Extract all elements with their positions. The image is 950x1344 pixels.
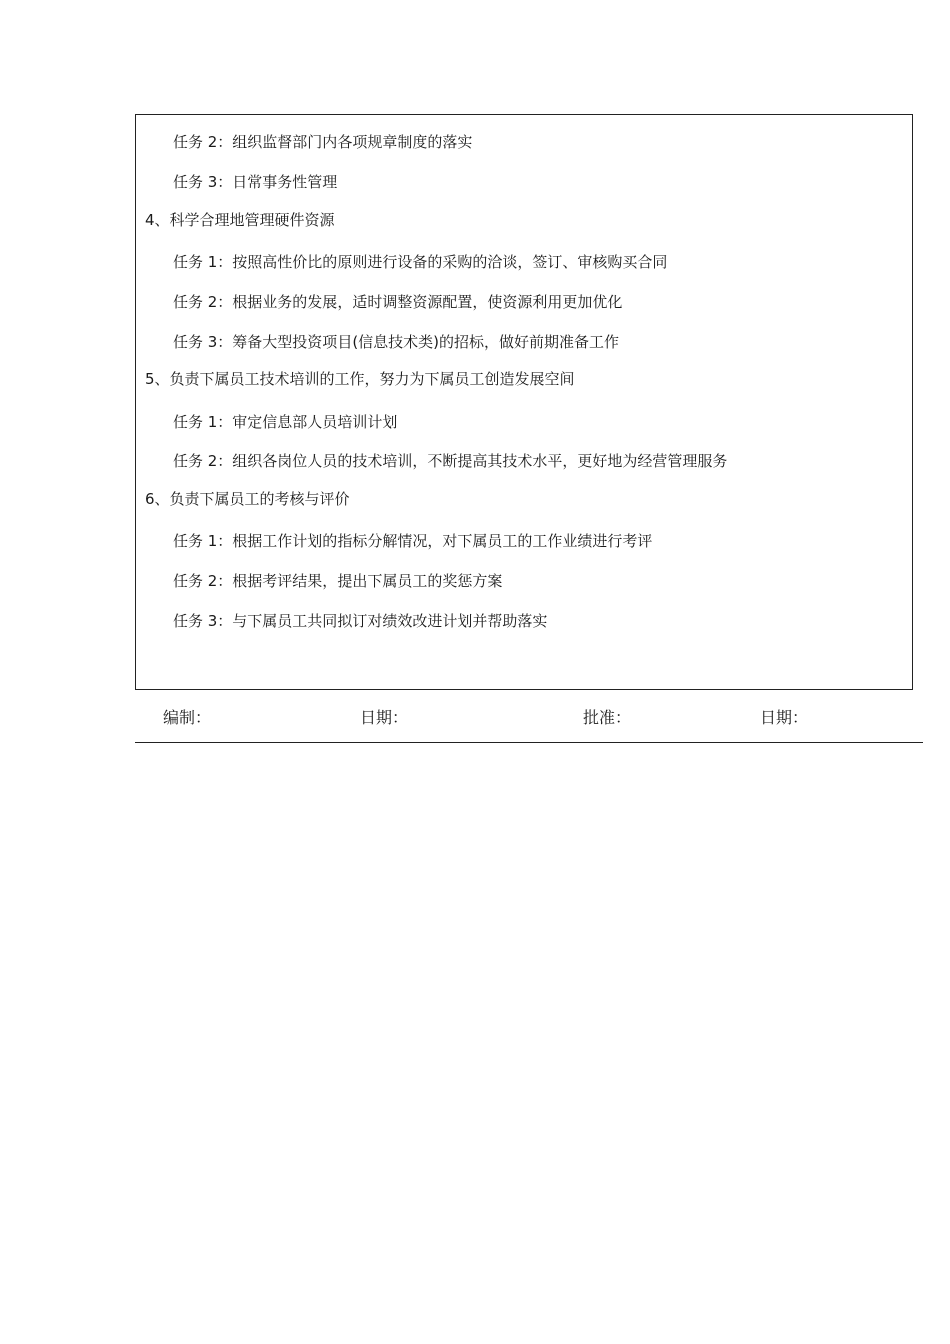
task-line: 任务 1：根据工作计划的指标分解情况，对下属员工的工作业绩进行考评 <box>173 532 653 550</box>
task-line: 任务 3：与下属员工共同拟订对绩效改进计划并帮助落实 <box>173 612 548 630</box>
date-label: 日期： <box>760 708 809 727</box>
section-heading: 4、科学合理地管理硬件资源 <box>145 211 335 229</box>
section-heading: 6、负责下属员工的考核与评价 <box>145 490 350 508</box>
prepared-by-label: 编制： <box>163 708 212 727</box>
footer-divider <box>135 742 923 743</box>
responsibilities-box <box>135 114 913 690</box>
date-label: 日期： <box>360 708 409 727</box>
task-line: 任务 3：筹备大型投资项目(信息技术类)的招标，做好前期准备工作 <box>173 333 620 351</box>
task-line: 任务 3：日常事务性管理 <box>173 173 338 191</box>
section-heading: 5、负责下属员工技术培训的工作，努力为下属员工创造发展空间 <box>145 370 575 388</box>
task-line: 任务 1：按照高性价比的原则进行设备的采购的洽谈，签订、审核购买合同 <box>173 253 668 271</box>
approved-by-label: 批准： <box>583 708 632 727</box>
task-line: 任务 2：组织各岗位人员的技术培训，不断提高其技术水平，更好地为经营管理服务 <box>173 452 728 470</box>
task-line: 任务 2：组织监督部门内各项规章制度的落实 <box>173 133 473 151</box>
task-line: 任务 1：审定信息部人员培训计划 <box>173 413 398 431</box>
task-line: 任务 2：根据业务的发展，适时调整资源配置，使资源利用更加优化 <box>173 293 623 311</box>
task-line: 任务 2：根据考评结果，提出下属员工的奖惩方案 <box>173 572 503 590</box>
